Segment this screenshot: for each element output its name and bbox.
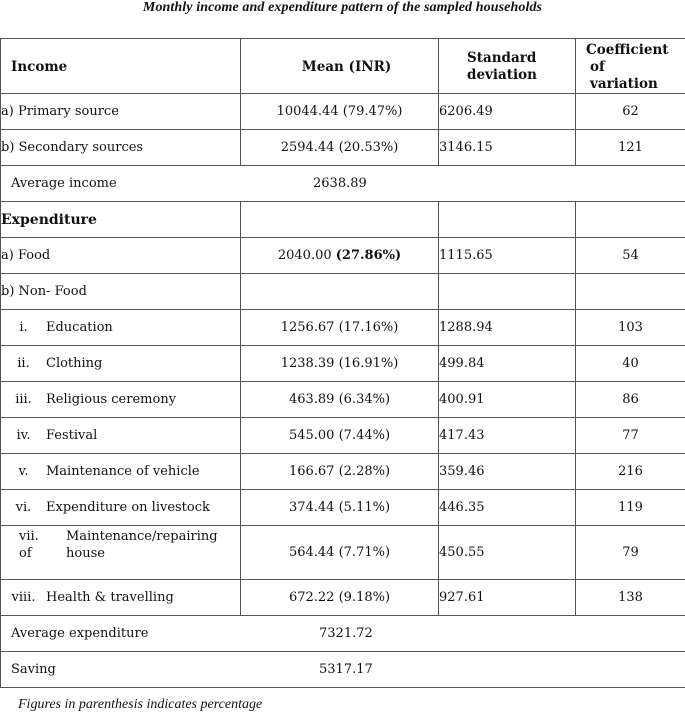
saving-row [1,652,685,688]
row-label [1,346,241,382]
row-label-text: Maintenance of vehicle [46,464,200,479]
row-number: v. [18,464,29,479]
health-sd: 927.61 [439,580,576,616]
row-label [1,382,241,418]
row-label [1,310,241,346]
average-expenditure-value: 7321.72 [319,626,373,641]
nonfood-label: b) Non- Food [1,274,241,310]
row-label: a) Primary source [1,94,241,130]
row-label-text: Festival [46,428,98,443]
row-label-text: Education [46,320,113,335]
row-mean: 1256.67 (17.16%) [241,310,439,346]
food-label: a) Food [1,238,241,274]
table-title: Monthly income and expenditure pattern of the sampled households [142,0,543,15]
header-cv-line3: variation [590,75,658,92]
row-label-text: Clothing [46,356,103,371]
house-row [1,526,685,580]
average-income-cell [1,166,685,202]
health-label-text: Health & travelling [46,590,174,605]
row-sd: 400.91 [439,382,576,418]
row-cv: 86 [576,382,685,418]
header-mean: Mean (INR) [241,39,439,94]
row-mean: 463.89 (6.34%) [241,382,439,418]
table-row [1,454,685,490]
row-label-text: Religious ceremony [46,392,177,407]
saving-cell [1,652,685,688]
row-label [1,418,241,454]
row-sd: 417.43 [439,418,576,454]
table-row [1,346,685,382]
income-expenditure-table [0,38,685,688]
row-label-text: Expenditure on livestock [46,500,210,515]
header-sd-line2: deviation [467,67,537,83]
row-number: iii. [15,392,32,407]
empty-cell [439,274,576,310]
house-label-line1 [1,528,240,545]
house-sd: 450.55 [439,526,576,580]
house-label [1,526,241,580]
row-mean: 1238.39 (16.91%) [241,346,439,382]
row-mean: 2594.44 (20.53%) [241,130,439,166]
row-cv: 119 [576,490,685,526]
house-cv: 79 [576,526,685,580]
average-income-value: 2638.89 [313,176,367,191]
health-cv: 138 [576,580,685,616]
house-label-text-line2: house [66,546,105,561]
row-cv: 40 [576,346,685,382]
average-income-row [1,166,685,202]
average-income-label: Average income [11,176,117,191]
row-mean: 10044.44 (79.47%) [241,94,439,130]
table-row [1,490,685,526]
table-row [1,382,685,418]
table-row [1,418,685,454]
health-mean: 672.22 (9.18%) [241,580,439,616]
row-number: ii. [17,356,30,371]
health-label [1,580,241,616]
empty-cell [576,274,685,310]
header-coefficient-of-variation [576,39,685,94]
header-sd-line1: Standard [467,50,537,66]
table-row [1,130,685,166]
food-mean-percent: (27.86%) [335,248,402,263]
food-mean-value: 2040.00 [277,248,332,263]
food-mean [241,238,439,274]
expenditure-header: Expenditure [1,202,241,238]
header-income: Income [1,39,241,94]
row-cv: 121 [576,130,685,166]
food-row [1,238,685,274]
row-mean: 545.00 (7.44%) [241,418,439,454]
nonfood-row [1,274,685,310]
row-sd: 3146.15 [439,130,576,166]
row-label [1,454,241,490]
average-expenditure-label: Average expenditure [11,626,149,641]
saving-label: Saving [11,662,56,677]
header-cv-line1: Coefficient [586,41,669,58]
empty-cell [241,274,439,310]
house-number-line1: vii. [19,529,39,544]
empty-cell [439,202,576,238]
table-row [1,94,685,130]
row-label [1,490,241,526]
row-sd: 359.46 [439,454,576,490]
house-label-text-line1: Maintenance/repairing [66,529,218,544]
food-sd: 1115.65 [439,238,576,274]
header-standard-deviation [439,39,576,94]
table-row [1,310,685,346]
row-number: iv. [16,428,31,443]
expenditure-header-row [1,202,685,238]
health-row [1,580,685,616]
header-row [1,39,685,94]
row-cv: 103 [576,310,685,346]
row-sd: 499.84 [439,346,576,382]
average-expenditure-row [1,616,685,652]
saving-value: 5317.17 [319,662,373,677]
health-number: viii. [11,590,36,605]
row-cv: 77 [576,418,685,454]
row-cv: 62 [576,94,685,130]
row-sd: 446.35 [439,490,576,526]
house-label-line2 [1,545,240,562]
row-mean: 166.67 (2.28%) [241,454,439,490]
row-cv: 216 [576,454,685,490]
row-sd: 1288.94 [439,310,576,346]
house-number-line2: of [19,546,32,561]
empty-cell [241,202,439,238]
empty-cell [576,202,685,238]
header-cv-line2: of [590,58,605,75]
average-expenditure-cell [1,616,685,652]
food-cv: 54 [576,238,685,274]
row-number: vi. [15,500,32,515]
row-mean: 374.44 (5.11%) [241,490,439,526]
row-sd: 6206.49 [439,94,576,130]
house-mean: 564.44 (7.71%) [241,526,439,580]
row-label: b) Secondary sources [1,130,241,166]
footnote: Figures in parenthesis indicates percentage [18,697,263,712]
row-number: i. [19,320,28,335]
